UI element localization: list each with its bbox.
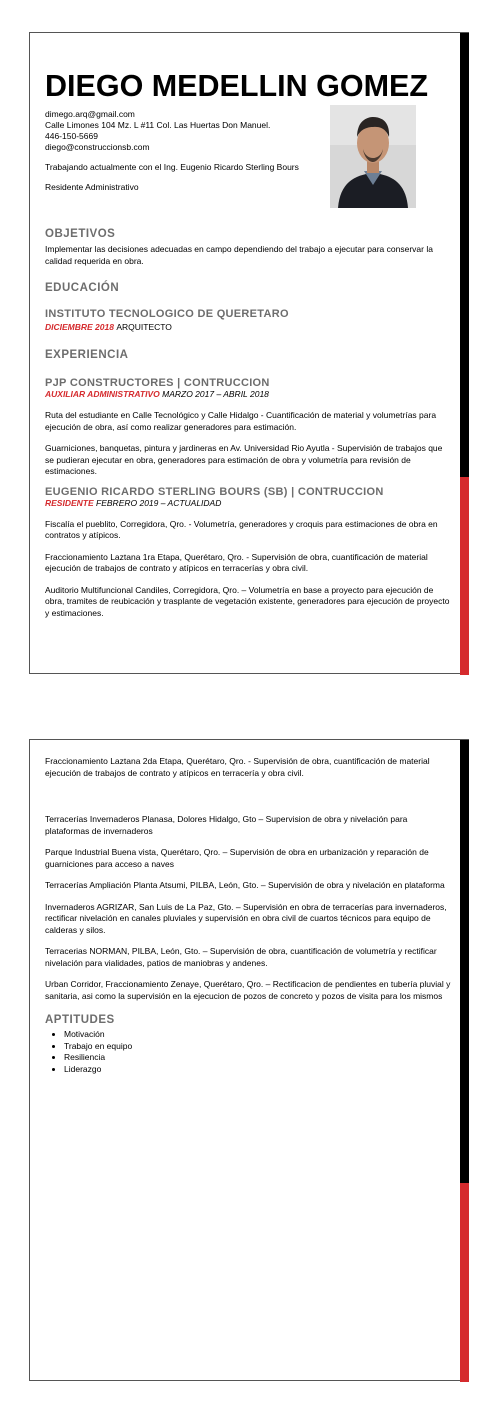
- contact-email-2: diego@construccionsb.com: [45, 142, 150, 152]
- job2-item: Fraccionamiento Laztana 1ra Etapa, Querétaro, Qro. - Supervisión de obra, cuantificación de material ejecución de trabajos de contrato y atípicos en terracerías y obra civil.: [45, 551, 428, 573]
- experiencia-continued: [45, 756, 453, 1075]
- aptitudes-heading: APTITUDES: [45, 1014, 115, 1026]
- contact-block: [45, 109, 299, 193]
- skill-item: • Liderazgo: [64, 1064, 453, 1076]
- side-bar-black: [460, 33, 469, 477]
- side-bar-red: [460, 477, 469, 675]
- aptitudes-list: [45, 1029, 453, 1075]
- side-bar-red: [460, 1183, 469, 1382]
- job2-item: Terracerías Ampliación Planta Atsumi, PILBA, León, Gto. – Supervisión de obra y nivelación en plataforma: [45, 880, 445, 890]
- job2-role: RESIDENTE: [45, 497, 94, 508]
- current-employer: Trabajando actualmente con el Ing. Eugenio Ricardo Sterling Bours: [45, 162, 299, 172]
- job2-org: EUGENIO RICARDO STERLING BOURS (SB) | CONTRUCCION: [45, 485, 384, 498]
- job1-org: PJP CONSTRUCTORES | CONTRUCCION: [45, 377, 270, 389]
- degree: ARQUITECTO: [116, 322, 172, 332]
- job2-item: Fiscalía el pueblito, Corregidora, Qro. - Volumetría, generadores y croquis para estimaciones de obra en contratos y atípicos.: [45, 518, 438, 540]
- job1-item: Ruta del estudiante en Calle Tecnológico y Calle Hidalgo - Cuantificación de material y volumetrías para ejecución de obra, así como realizar generadores para estimación.: [45, 410, 437, 432]
- graduation-date: DICIEMBRE 2018: [45, 322, 114, 332]
- skill-item: • Motivación: [64, 1029, 453, 1041]
- resume-page-1: [29, 32, 469, 674]
- job2-item: Auditorio Multifuncional Candiles, Corregidora, Qro. – Volumetría en base a proyecto para ejecución de obra, tramites de reubicación y trasplante de vegetación existente, generadores para ejecución de proyecto y estimaciones.: [45, 584, 450, 618]
- side-bar-black: [460, 740, 469, 1183]
- experiencia-heading: EXPERIENCIA: [45, 349, 129, 361]
- objetivos-section: [45, 228, 453, 267]
- objetivos-heading: OBJETIVOS: [45, 228, 116, 240]
- job1-dates: MARZO 2017 – ABRIL 2018: [162, 389, 269, 399]
- candidate-name: DIEGO MEDELLIN GOMEZ: [45, 69, 428, 103]
- educacion-heading: EDUCACIÓN: [45, 282, 120, 294]
- educacion-section: [45, 282, 453, 333]
- job1-role: AUXILIAR ADMINISTRATIVO: [45, 389, 160, 399]
- school-name: INSTITUTO TECNOLOGICO DE QUERETARO: [45, 308, 289, 320]
- experiencia-section: [45, 349, 453, 619]
- job2-role-line: [45, 498, 453, 509]
- job1-role-line: [45, 389, 453, 400]
- objetivos-text: Implementar las decisiones adecuadas en campo dependiendo del trabajo a ejecutar para conservar la calidad requerida en obra.: [45, 244, 433, 266]
- contact-address: Calle Limones 104 Mz. L #11 Col. Las Huertas Don Manuel.: [45, 120, 271, 130]
- job2-item: Fraccionamiento Laztana 2da Etapa, Querétaro, Qro. - Supervisión de obra, cuantificación de material ejecución de trabajos de contrato y atípicos en terracería y obra civil.: [45, 756, 430, 778]
- job2-item: Invernaderos AGRIZAR, San Luis de La Paz, Gto. – Supervisión en obra de terracerías para invernaderos, rectificar nivelación en canales pluviales y supervisión en obra civil de cuartos técnicos para equipo de calderas y silos.: [45, 901, 447, 935]
- contact-phone: 446-150-5669: [45, 131, 98, 141]
- resume-page-2: [29, 739, 469, 1381]
- job2-item: Terracerias NORMAN, PILBA, León, Gto. – Supervisión de obra, cuantificación de volumetría y rectificar nivelación para vialidades, patios de maniobras y andenes.: [45, 946, 437, 968]
- skill-item: • Resiliencia: [64, 1052, 453, 1064]
- job1-item: Guarniciones, banquetas, pintura y jardineras en Av. Universidad Rio Ayutla - Supervisión de trabajos que se pudieran ejecutar en obra, generadores para estimación de obra y volumetría para revisión de estimaciones.: [45, 443, 443, 476]
- job2-item: Urban Corridor, Fraccionamiento Zenaye, Querétaro, Qro. – Rectificacion de pendientes en tubería pluvial y sanitaria, asi como la supervisión en la ejecucion de pozos de concreto y pozos de visita para los mismos: [45, 979, 451, 1001]
- profile-photo: [330, 105, 416, 208]
- skill-item: • Trabajo en equipo: [64, 1041, 453, 1053]
- current-position: Residente Administrativo: [45, 182, 139, 192]
- job2-item: Parque Industrial Buena vista, Querétaro, Qro. – Supervisión de obra en urbanización y reparación de guarniciones para acceso a naves: [45, 847, 429, 869]
- job2-item: Terracerías Invernaderos Planasa, Dolores Hidalgo, Gto – Supervision de obra y nivelación para plataformas de invernaderos: [45, 814, 408, 836]
- person-photo-icon: [330, 105, 416, 208]
- education-detail: [45, 322, 453, 333]
- contact-email: dimego.arq@gmail.com: [45, 109, 135, 119]
- job2-dates: FEBRERO 2019 – ACTUALIDAD: [96, 497, 222, 508]
